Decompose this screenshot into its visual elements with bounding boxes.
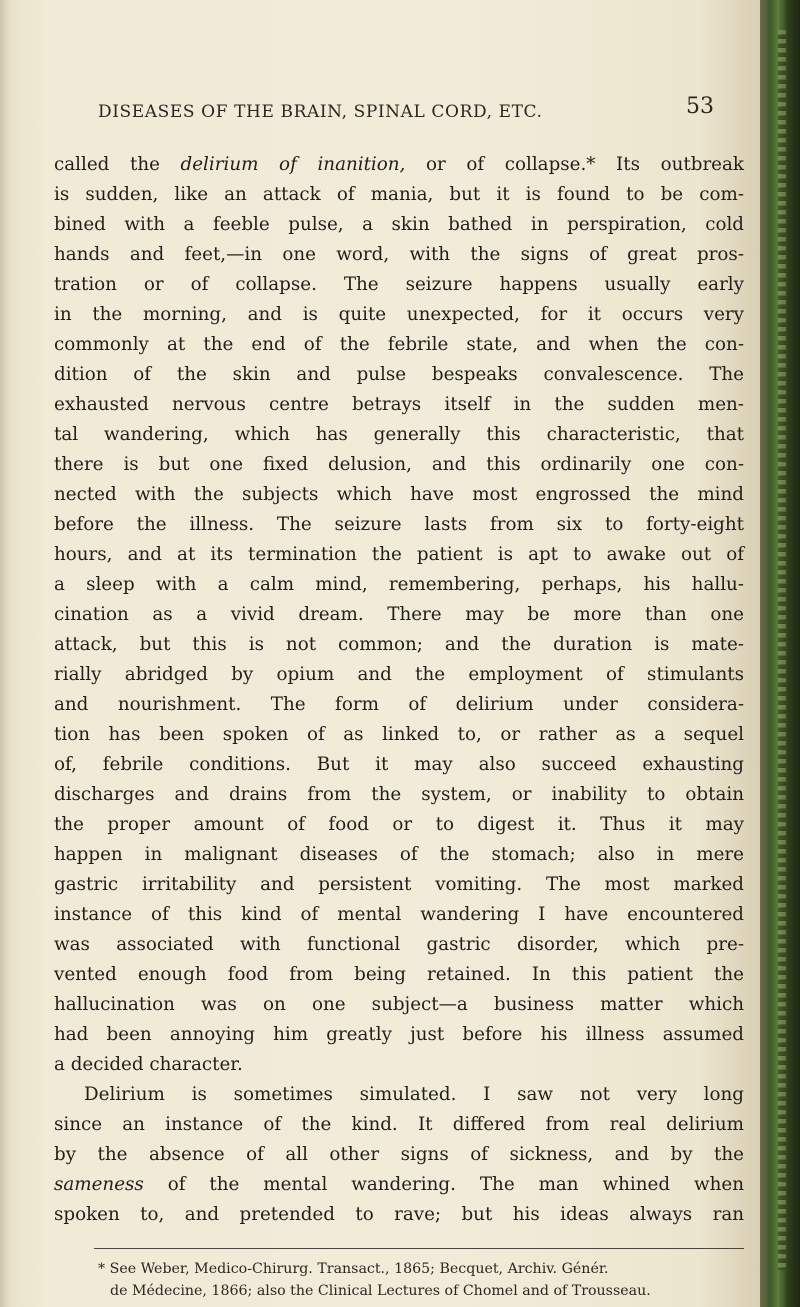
text-line: Delirium is sometimes simulated. I saw not very long	[84, 1084, 744, 1105]
text-line: tion has been spoken of as linked to, or rather as a sequel	[54, 724, 744, 745]
text-line: in the morning, and is quite unexpected, for it occurs very	[54, 304, 744, 325]
text-line: there is but one fixed delusion, and this ordinarily one con-	[54, 454, 744, 475]
text-line: commonly at the end of the febrile state, and when the con-	[54, 334, 744, 355]
italic-text: sameness	[54, 1174, 144, 1195]
text-line: happen in malignant diseases of the stomach; also in mere	[54, 844, 744, 865]
text-run: or of collapse.* Its outbreak	[405, 154, 744, 175]
text-line: the proper amount of food or to digest it. Thus it may	[54, 814, 744, 835]
text-line: hands and feet,—in one word, with the signs of great pros-	[54, 244, 744, 265]
text-line: tal wandering, which has generally this characteristic, that	[54, 424, 744, 445]
page-gutter-shadow	[0, 0, 10, 1307]
text-line: discharges and drains from the system, or inability to obtain	[54, 784, 744, 805]
text-line: a sleep with a calm mind, remembering, perhaps, his hallu-	[54, 574, 744, 595]
text-line: bined with a feeble pulse, a skin bathed in perspiration, cold	[54, 214, 744, 235]
text-line: attack, but this is not common; and the duration is mate-	[54, 634, 744, 655]
page-header	[98, 90, 738, 130]
page-edge-binding	[760, 0, 800, 1307]
text-line	[54, 150, 744, 180]
text-line: spoken to, and pretended to rave; but his ideas always ran	[54, 1204, 744, 1225]
running-head: DISEASES OF THE BRAIN, SPINAL CORD, ETC.	[98, 102, 543, 122]
text-line: exhausted nervous centre betrays itself in the sudden men-	[54, 394, 744, 415]
footnote-line: * See Weber, Medico-Chirurg. Transact., 1865; Becquet, Archiv. Génér.	[98, 1261, 609, 1277]
text-line: and nourishment. The form of delirium under considera-	[54, 694, 744, 715]
page-number: 53	[686, 94, 714, 119]
page-edge-texture	[778, 30, 786, 1270]
text-line: instance of this kind of mental wandering I have encountered	[54, 904, 744, 925]
text-line: was associated with functional gastric disorder, which pre-	[54, 934, 744, 955]
footnote-rule	[94, 1248, 744, 1249]
text-line: a decided character.	[54, 1054, 243, 1075]
italic-text: delirium of inanition,	[180, 154, 406, 175]
text-line: nected with the subjects which have most engrossed the mind	[54, 484, 744, 505]
text-line: is sudden, like an attack of mania, but it is found to be com-	[54, 184, 744, 205]
text-line: hallucination was on one subject—a business matter which	[54, 994, 744, 1015]
text-line: by the absence of all other signs of sickness, and by the	[54, 1144, 744, 1165]
text-line	[54, 1170, 744, 1200]
text-line: rially abridged by opium and the employment of stimulants	[54, 664, 744, 685]
text-line: gastric irritability and persistent vomiting. The most marked	[54, 874, 744, 895]
footnote	[98, 1258, 746, 1302]
text-line: dition of the skin and pulse bespeaks convalescence. The	[54, 364, 744, 385]
text-line: before the illness. The seizure lasts from six to forty-eight	[54, 514, 744, 535]
footnote-line: de Médecine, 1866; also the Clinical Lectures of Chomel and of Trousseau.	[110, 1283, 651, 1299]
text-line: hours, and at its termination the patient is apt to awake out of	[54, 544, 744, 565]
body-text	[54, 150, 744, 1230]
text-line: of, febrile conditions. But it may also succeed exhausting	[54, 754, 744, 775]
text-line: vented enough food from being retained. In this patient the	[54, 964, 744, 985]
text-line: tration or of collapse. The seizure happens usually early	[54, 274, 744, 295]
text-run: of the mental wandering. The man whined when	[143, 1174, 744, 1195]
text-line: had been annoying him greatly just before his illness assumed	[54, 1024, 744, 1045]
text-line: cination as a vivid dream. There may be more than one	[54, 604, 744, 625]
text-line: since an instance of the kind. It differed from real delirium	[54, 1114, 744, 1135]
text-run: called the	[54, 154, 181, 175]
